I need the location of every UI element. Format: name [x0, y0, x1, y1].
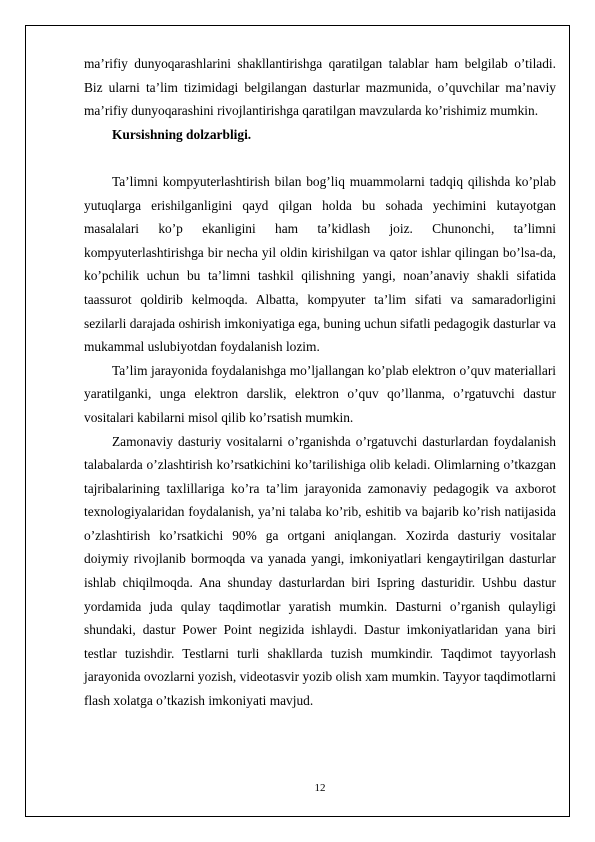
paragraph-electronic-materials: Ta’lim jarayonida foydalanishga mo’ljallangan ko’plab elektron o’quv materiallari yaratilganki, unga elektron darslik, elektron o’quv qo’llanma, o’rgatuvchi dastur vositalari kabilarni misol qilib ko’rsatish mumkin. [84, 362, 556, 425]
paragraph-computerization: Ta’limni kompyuterlashtirish bilan bog’liq muammolarni tadqiq qilishda ko’plab yutuqlarga erishilganligini qayd qilgan holda bu sohada yechimini kutayotgan masalalari ko’p ekanligini ham ta’kidlash joiz. Chunonchi, ta’limni kompyuterlashtirishga bir necha yil oldin kirishilgan va qator ishlar qilingan bo’lsa-da, ko’pchilik uchun bu ta’limni tashkil qilishning yangi, noan’anaviy shakli sifatida taassurot qoldirib kelmoqda. Albatta, kompyuter ta’lim sifati va samaradorligini sezilarli darajada oshirish imkoniyatiga ega, buning uchun sifatli pedagogik dasturlar va mukammal uslubiyotdan foydalanish lozim. [84, 173, 556, 355]
section-heading: Kursishning dolzarbligi. [112, 126, 252, 142]
paragraph-intro: ma’rifiy dunyoqarashlarini shakllantirishga qaratilgan talablar ham belgilab o’tiladi. Biz ularni ta’lim tizimidagi belgilangan dasturlar mazmunida, o’quvchilar ma’naviy ma’rifiy dunyoqarashini rivojlantirishga qaratilgan mavzularda ko’rishimiz mumkin. [84, 56, 556, 119]
page-number: 12 [314, 782, 326, 794]
document-body [84, 52, 556, 713]
paragraph-modern-software: Zamonaviy dasturiy vositalarni o’rganishda o’rgatuvchi dasturlardan foydalanish talabalarda o’zlashtirish ko’rsatkichini ko’tarilishiga olib keladi. Olimlarning o’tkazgan tajribalarining taxlillariga ko’ra ta’lim jarayonida zamonaviy pedagogik va axborot texnologiyalaridan foydalanish, ya’ni talaba ko’rib, eshitib va bajarib ko’rish natijasida o’zlashtirish ko’rsatkichi 90% ga ortgani aniqlangan. Xozirda dasturiy vositalar doiymiy rivojlanib bormoqda va yanada yangi, imkoniyatlari kengaytirilgan dasturlar ishlab chiqilmoqda. Ana shunday dasturlardan biri Ispring dasturidir. Ushbu dastur yordamida juda qulay taqdimotlar yaratish mumkin. Dasturni o’rganish qulayligi shundaki, dastur Power Point negizida ishlaydi. Dastur imkoniyatlaridan yana biri testlar tuzishdir. Testlarni turli shakllarda tuzish mumkindir. Taqdimot tayyorlash jarayonida ovozlarni yozish, videotasvir yozib olish xam mumkin. Tayyor taqdimotlarni flash xolatga o’tkazish imkoniyati mavjud. [84, 433, 556, 709]
blank-line [84, 146, 556, 170]
